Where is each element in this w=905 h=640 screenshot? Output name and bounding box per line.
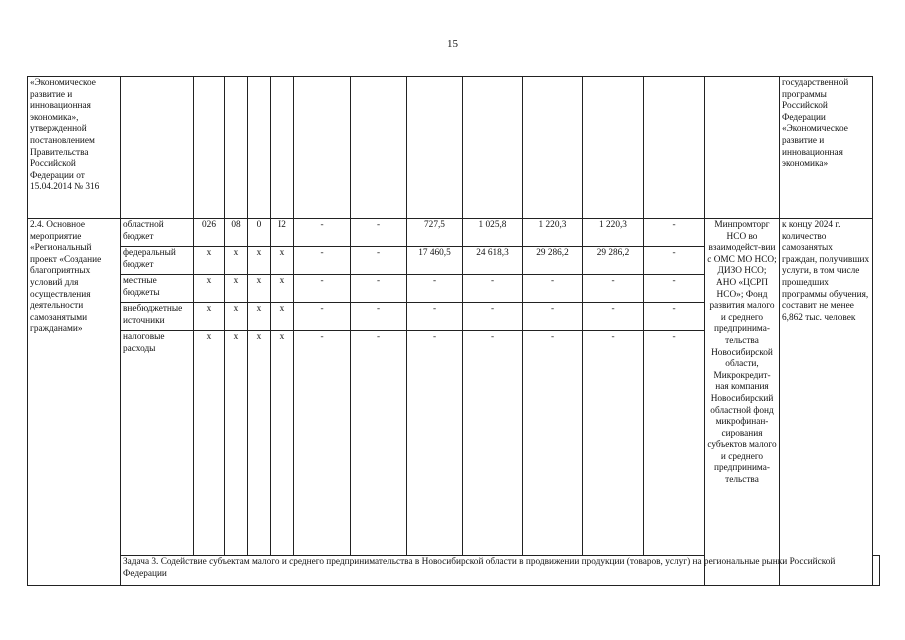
value-cell: - [644, 247, 705, 275]
code-cell: x [225, 331, 248, 556]
code-cell: x [225, 303, 248, 331]
value-cell: - [523, 331, 583, 556]
funding-source: областной бюджет [121, 219, 194, 247]
value-cell: - [583, 331, 644, 556]
value-cell: - [463, 275, 523, 303]
value-cell: - [583, 275, 644, 303]
value-cell: 29 286,2 [523, 247, 583, 275]
value-cell: 29 286,2 [583, 247, 644, 275]
code-cell: x [271, 303, 294, 331]
value-cell: - [294, 219, 351, 247]
value-cell: - [644, 275, 705, 303]
value-cell: - [583, 303, 644, 331]
value-cell: 1 220,3 [523, 219, 583, 247]
code-cell: x [194, 303, 225, 331]
value-cell: - [644, 219, 705, 247]
value-cell: - [644, 303, 705, 331]
code-cell: x [248, 331, 271, 556]
value-cell: 17 460,5 [407, 247, 463, 275]
value-cell: - [351, 275, 407, 303]
code-cell: x [194, 275, 225, 303]
table-row [28, 556, 880, 586]
measure-result-cell: к концу 2024 г. количество самозанятых граждан, получивших услуги, в том числе прошедших программы обучения, составит не менее 6,862 тыс. человек [780, 219, 873, 586]
code-cell: 0 [248, 219, 271, 247]
value-cell: 1 025,8 [463, 219, 523, 247]
code-cell: x [248, 303, 271, 331]
funding-source: федеральный бюджет [121, 247, 194, 275]
code-cell: 026 [194, 219, 225, 247]
code-cell: x [225, 247, 248, 275]
expected-result-cell: государственной программы Российской Федерации «Экономическое развитие и инновационная экономика» [780, 77, 873, 219]
code-cell: x [271, 247, 294, 275]
value-cell: - [294, 331, 351, 556]
value-cell: - [294, 275, 351, 303]
measure-name-cell: 2.4. Основное мероприятие «Региональный проект «Создание благоприятных условий для осуществления деятельности самозанятыми гражданами» [28, 219, 121, 586]
funding-source: внебюджетные источники [121, 303, 194, 331]
value-cell: - [463, 331, 523, 556]
page-number: 15 [447, 38, 458, 50]
code-cell: x [248, 275, 271, 303]
value-cell: 24 618,3 [463, 247, 523, 275]
executor-cell: Минпромторг НСО во взаимодейст-вии с ОМС МО НСО; ДИЗО НСО; АНО «ЦСРП НСО»; Фонд развития малого и среднего предпринима-тельства Новосибирской области, Микрокредит-ная компания Новосибирский областной фонд микрофинан-сирования субъектов малого и среднего предпринима-тельства [705, 219, 780, 586]
funding-source: налоговые расходы [121, 331, 194, 556]
value-cell: - [463, 303, 523, 331]
value-cell: - [407, 275, 463, 303]
value-cell: - [407, 331, 463, 556]
value-cell: - [407, 303, 463, 331]
code-cell: x [248, 247, 271, 275]
value-cell: - [294, 303, 351, 331]
table-row [28, 219, 880, 247]
task-heading: Задача 3. Содействие субъектам малого и среднего предпринимательства в Новосибирской области в продвижении продукции (товаров, услуг) на региональные рынки Российской Федерации [121, 556, 880, 586]
value-cell: - [294, 247, 351, 275]
program-name-cell: «Экономическое развитие и инновационная экономика», утвержденной постановлением Правительства Российской Федерации от 15.04.2014 № 316 [28, 77, 121, 219]
value-cell: - [351, 331, 407, 556]
code-cell: 08 [225, 219, 248, 247]
value-cell: - [644, 331, 705, 556]
value-cell: - [351, 303, 407, 331]
code-cell: x [271, 331, 294, 556]
table-row [28, 77, 880, 219]
value-cell: 727,5 [407, 219, 463, 247]
code-cell: I2 [271, 219, 294, 247]
value-cell: 1 220,3 [583, 219, 644, 247]
value-cell: - [523, 275, 583, 303]
value-cell: - [351, 219, 407, 247]
program-table [27, 76, 880, 586]
code-cell: x [194, 247, 225, 275]
value-cell: - [351, 247, 407, 275]
code-cell: x [194, 331, 225, 556]
value-cell: - [523, 303, 583, 331]
funding-source: местные бюджеты [121, 275, 194, 303]
code-cell: x [271, 275, 294, 303]
code-cell: x [225, 275, 248, 303]
